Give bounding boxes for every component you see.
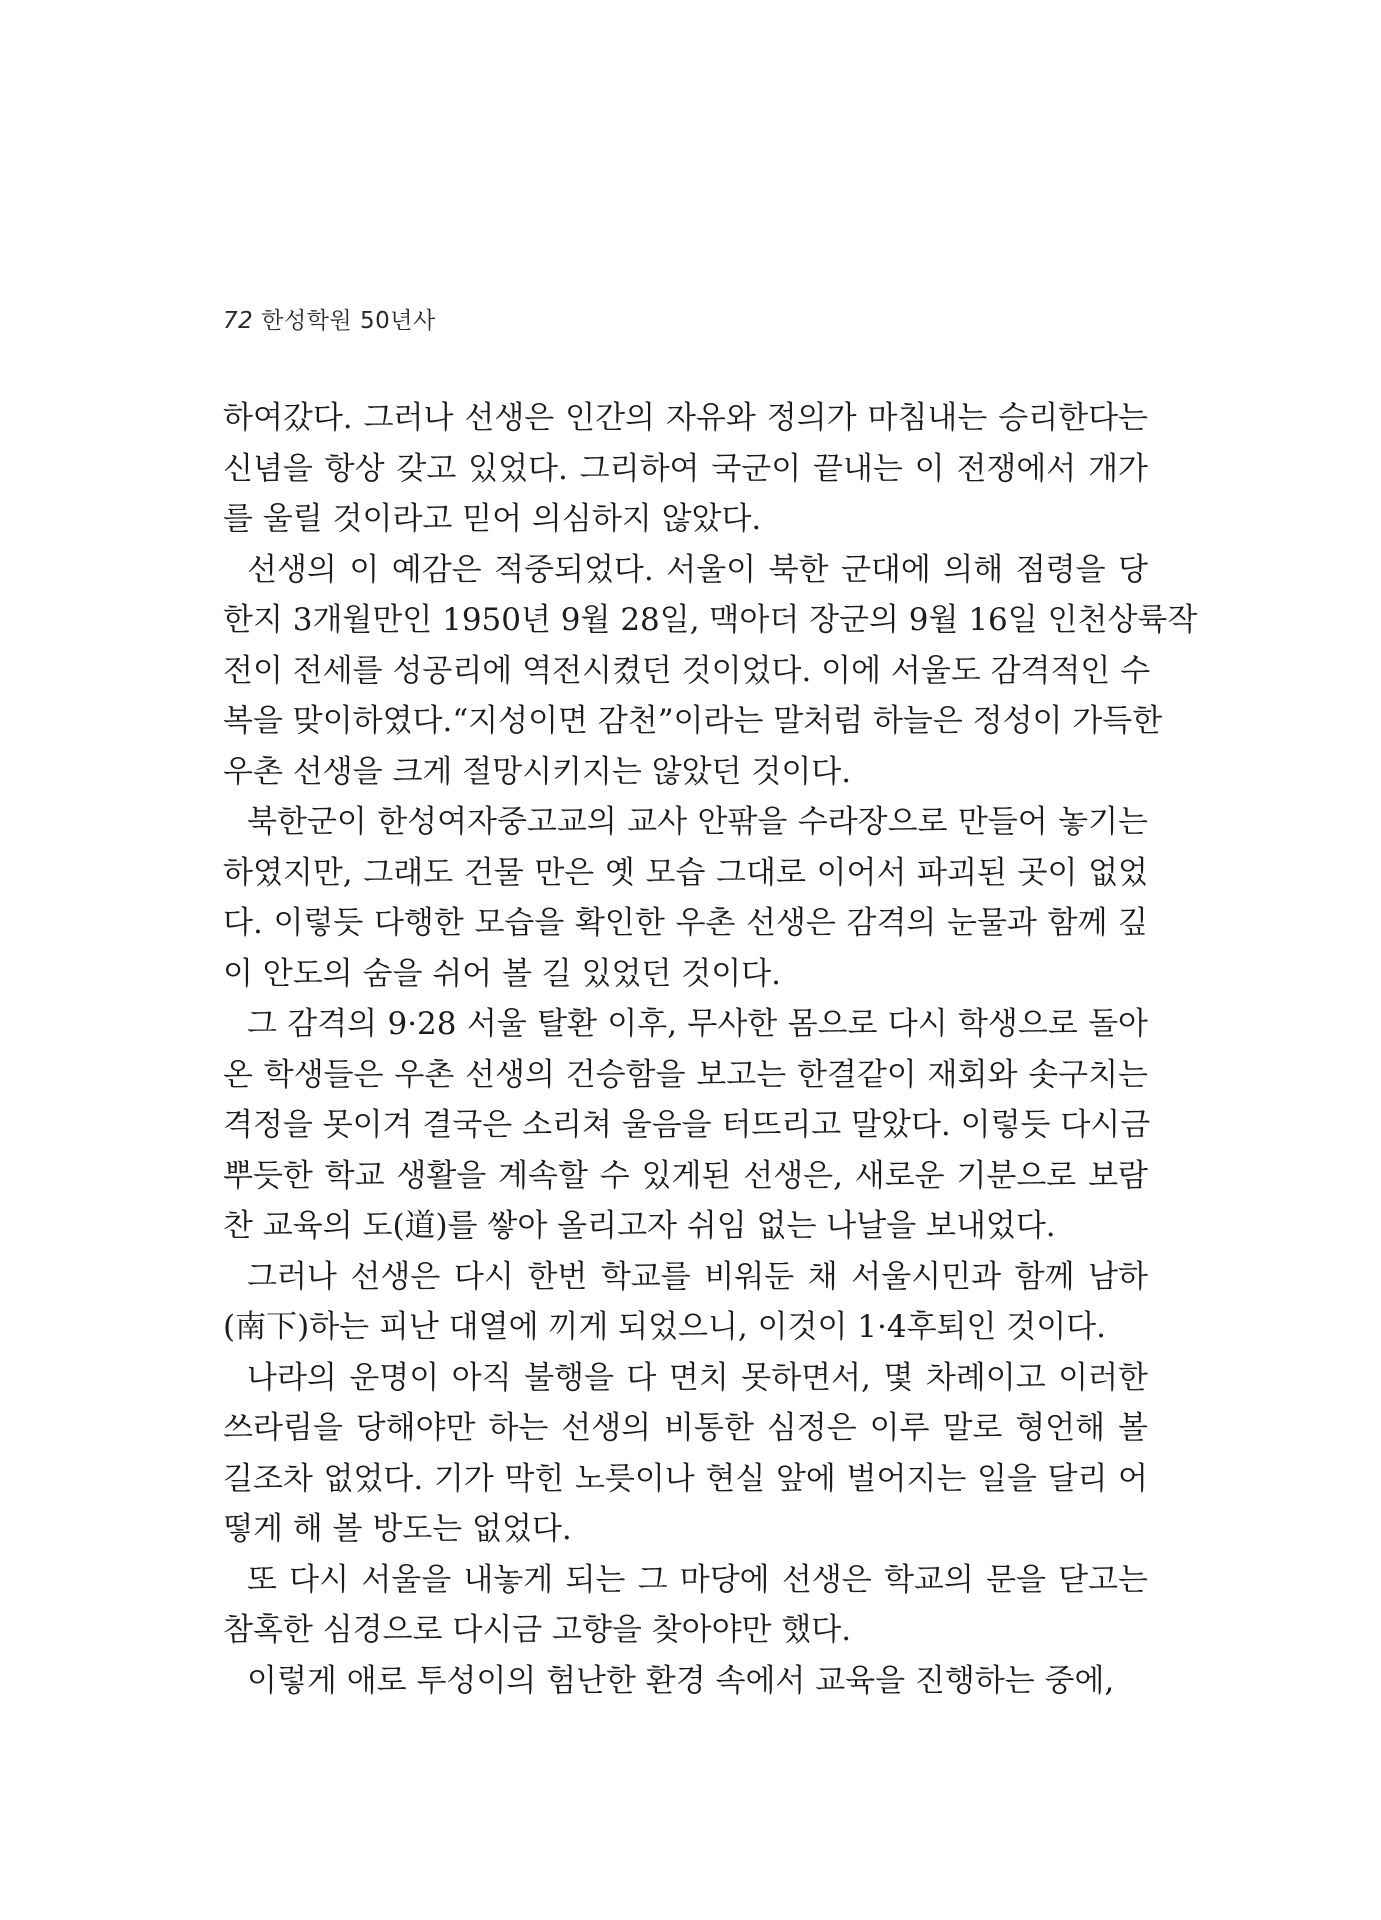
paragraph [223,797,1148,999]
page-number: 72 [223,308,254,334]
text-line: 신념을 항상 갖고 있었다. 그리하여 국군이 끝내는 이 전쟁에서 개가 [223,450,1148,487]
text-line: 나라의 운명이 아직 불행을 다 면치 못하면서, 몇 차례이고 이러한 [247,1359,1148,1396]
paragraph [223,1252,1148,1353]
text-line: 전이 전세를 성공리에 역전시켰던 것이었다. 이에 서울도 감격적인 수 [223,652,1151,689]
text-line: 격정을 못이겨 결국은 소리쳐 울음을 터뜨리고 말았다. 이렇듯 다시금 [223,1107,1151,1143]
text-line: 떻게 해 볼 방도는 없었다. [223,1511,572,1547]
text-line: 선생의 이 예감은 적중되었다. 서울이 북한 군대에 의해 점령을 당 [247,551,1148,588]
text-line: 찬 교육의 도(道)를 쌓아 올리고자 쉬임 없는 나날을 보내었다. [223,1208,1056,1244]
paragraph [223,1555,1148,1656]
paragraph [223,1656,1148,1707]
text-line: 온 학생들은 우촌 선생의 건승함을 보고는 한결같이 재회와 솟구치는 [223,1056,1148,1093]
text-line: 한지 3개월만인 1950년 9월 28일, 맥아더 장군의 9월 16일 인천상륙작 [223,602,1198,638]
text-line: (南下)하는 피난 대열에 끼게 되었으니, 이것이 1·4후퇴인 것이다. [223,1309,1106,1345]
text-line: 다. 이렇듯 다행한 모습을 확인한 우촌 선생은 감격의 눈물과 함께 깊 [223,905,1148,941]
text-line: 복을 맞이하였다.“지성이면 감천”이라는 말처럼 하늘은 정성이 가득한 [223,703,1163,739]
text-line: 또 다시 서울을 내놓게 되는 그 마당에 선생은 학교의 문을 닫고는 [247,1561,1148,1598]
paragraph [223,393,1148,545]
text-line: 길조차 없었다. 기가 막힌 노릇이나 현실 앞에 벌어지는 일을 달리 어 [223,1460,1148,1497]
book-title: 한성학원 50년사 [261,308,436,334]
text-line: 하였지만, 그래도 건물 만은 옛 모습 그대로 이어서 파괴된 곳이 없었 [223,854,1148,891]
text-line: 참혹한 심경으로 다시금 고향을 찾아야만 했다. [223,1612,852,1648]
text-line: 뿌듯한 학교 생활을 계속할 수 있게된 선생은, 새로운 기분으로 보람 [223,1157,1148,1194]
running-head [223,302,436,335]
text-line: 를 울릴 것이라고 믿어 의심하지 않았다. [223,501,762,537]
text-line: 북한군이 한성여자중고교의 교사 안팎을 수라장으로 만들어 놓기는 [247,804,1148,840]
paragraph [223,545,1198,798]
text-line: 쓰라림을 당해야만 하는 선생의 비통한 심정은 이루 말로 형언해 볼 [223,1410,1148,1446]
body-text [223,393,1198,1706]
text-line: 이렇게 애로 투성이의 험난한 환경 속에서 교육을 진행하는 중에, [247,1662,1115,1699]
paragraph [223,1353,1148,1555]
paragraph [223,999,1151,1252]
text-line: 이 안도의 숨을 쉬어 볼 길 있었던 것이다. [223,955,781,992]
text-line: 그러나 선생은 다시 한번 학교를 비워둔 채 서울시민과 함께 남하 [247,1258,1148,1295]
text-line: 우촌 선생을 크게 절망시키지는 않았던 것이다. [223,753,852,790]
text-line: 하여갔다. 그러나 선생은 인간의 자유와 정의가 마침내는 승리한다는 [223,400,1148,436]
text-line: 그 감격의 9·28 서울 탈환 이후, 무사한 몸으로 다시 학생으로 돌아 [247,1006,1148,1042]
